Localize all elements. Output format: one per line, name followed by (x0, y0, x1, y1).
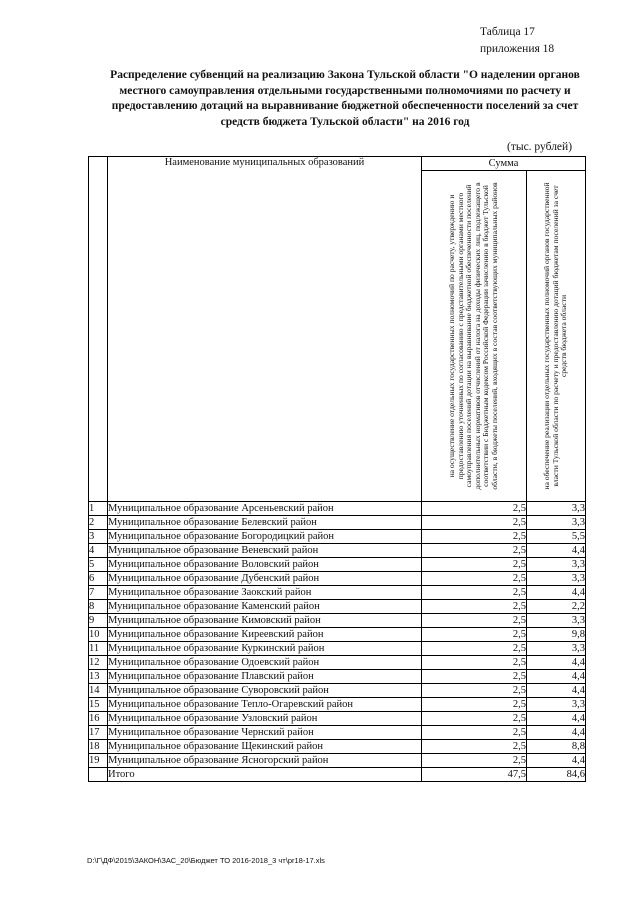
table-number: Таблица 17 (480, 26, 535, 38)
total-value-col1: 47,5 (422, 768, 527, 782)
municipality-name: Муниципальное образование Тепло-Огаревский район (108, 698, 422, 712)
value-col2: 9,8 (527, 628, 586, 642)
table-row (89, 670, 586, 684)
row-number: 12 (89, 656, 108, 670)
file-path-footer: D:\Г\ДФ\2015\ЗАКОН\ЗАС_20\Бюджет ТО 2016-2018_3 чт\pr18-17.xls (87, 856, 325, 865)
table-row (89, 656, 586, 670)
col-name-header: Наименование муниципальных образований (164, 157, 365, 168)
value-col2: 4,4 (527, 586, 586, 600)
municipality-name: Муниципальное образование Белевский район (108, 516, 422, 530)
municipality-name: Муниципальное образование Чернский район (108, 726, 422, 740)
municipality-name: Муниципальное образование Плавский район (108, 670, 422, 684)
municipality-name: Муниципальное образование Куркинский район (108, 642, 422, 656)
value-col1: 2,5 (422, 726, 527, 740)
municipality-name: Муниципальное образование Одоевский район (108, 656, 422, 670)
value-col1: 2,5 (422, 698, 527, 712)
table-row (89, 516, 586, 530)
value-col1: 2,5 (422, 502, 527, 516)
subsidy-table (88, 156, 586, 782)
value-col2: 3,3 (527, 558, 586, 572)
appendix-reference: приложения 18 (480, 43, 555, 55)
header-col1-cell (422, 171, 527, 502)
value-col1: 2,5 (422, 712, 527, 726)
row-number: 16 (89, 712, 108, 726)
value-col2: 4,4 (527, 754, 586, 768)
municipality-name: Муниципальное образование Ясногорский район (108, 754, 422, 768)
header-number-cell (89, 157, 108, 502)
municipality-name: Муниципальное образование Арсеньевский район (108, 502, 422, 516)
value-col2: 3,3 (527, 516, 586, 530)
header-name-cell (108, 157, 422, 502)
row-number: 6 (89, 572, 108, 586)
row-number: 5 (89, 558, 108, 572)
municipality-name: Муниципальное образование Каменский район (108, 600, 422, 614)
value-col2: 4,4 (527, 544, 586, 558)
table-row (89, 502, 586, 516)
row-number: 18 (89, 740, 108, 754)
table-row (89, 572, 586, 586)
value-col1: 2,5 (422, 740, 527, 754)
value-col2: 4,4 (527, 726, 586, 740)
row-number: 4 (89, 544, 108, 558)
value-col1: 2,5 (422, 558, 527, 572)
row-number: 19 (89, 754, 108, 768)
table-row (89, 712, 586, 726)
table-body (89, 502, 586, 768)
municipality-name: Муниципальное образование Богородицкий район (108, 530, 422, 544)
table-row (89, 558, 586, 572)
value-col1: 2,5 (422, 572, 527, 586)
table-row (89, 684, 586, 698)
table-row (89, 586, 586, 600)
municipality-name: Муниципальное образование Дубенский район (108, 572, 422, 586)
row-number: 2 (89, 516, 108, 530)
value-col2: 3,3 (527, 698, 586, 712)
value-col1: 2,5 (422, 544, 527, 558)
table-row (89, 628, 586, 642)
total-number-cell (89, 768, 108, 782)
units-label: (тыс. рублей) (507, 141, 573, 153)
header-sum-cell (422, 157, 586, 171)
municipality-name: Муниципальное образование Воловский район (108, 558, 422, 572)
document-title: Распределение субвенций на реализацию Закона Тульской области "О наделении органов местного самоуправления отдельными государственными полномочиями по расчету и предоставлению дотаций на выравнивание бюджетной обеспеченности поселений за счет средств бюджета Тульской области" на 2016 год (110, 69, 580, 128)
row-number: 13 (89, 670, 108, 684)
value-col1: 2,5 (422, 684, 527, 698)
table-row (89, 614, 586, 628)
table-row (89, 530, 586, 544)
municipality-name: Муниципальное образование Суворовский район (108, 684, 422, 698)
header-row-top (89, 157, 586, 171)
municipality-name: Муниципальное образование Кимовский район (108, 614, 422, 628)
value-col1: 2,5 (422, 628, 527, 642)
value-col2: 3,3 (527, 502, 586, 516)
value-col1: 2,5 (422, 670, 527, 684)
table-row (89, 544, 586, 558)
row-number: 7 (89, 586, 108, 600)
value-col1: 2,5 (422, 516, 527, 530)
row-number: 3 (89, 530, 108, 544)
municipality-name: Муниципальное образование Киреевский район (108, 628, 422, 642)
row-number: 11 (89, 642, 108, 656)
header-col2-cell (527, 171, 586, 502)
municipality-name: Муниципальное образование Узловский район (108, 712, 422, 726)
value-col2: 3,3 (527, 572, 586, 586)
row-number: 1 (89, 502, 108, 516)
total-value-col2: 84,6 (527, 768, 586, 782)
value-col2: 4,4 (527, 712, 586, 726)
value-col1: 2,5 (422, 614, 527, 628)
value-col2: 3,3 (527, 642, 586, 656)
row-number: 9 (89, 614, 108, 628)
col-sum-header: Сумма (488, 158, 519, 169)
row-number: 10 (89, 628, 108, 642)
table-reference (480, 24, 554, 58)
row-number: 17 (89, 726, 108, 740)
value-col1: 2,5 (422, 754, 527, 768)
value-col1: 2,5 (422, 586, 527, 600)
value-col2: 4,4 (527, 656, 586, 670)
value-col2: 2,2 (527, 600, 586, 614)
total-row (89, 768, 586, 782)
value-col1: 2,5 (422, 656, 527, 670)
value-col2: 3,3 (527, 614, 586, 628)
table-row (89, 754, 586, 768)
total-label: Итого (108, 768, 422, 782)
row-number: 8 (89, 600, 108, 614)
value-col2: 8,8 (527, 740, 586, 754)
value-col2: 4,4 (527, 670, 586, 684)
col2-header: на обеспечение реализации отдельных государственных полномочий органов государственной власти Тульской области по расчету и предоставлению дотаций бюджетам поселений за счет средств бюджета области (542, 182, 569, 490)
value-col2: 5,5 (527, 530, 586, 544)
col1-header: на осуществление отдельных государственных полномочий по расчету, утверждению и предоставлению уточненных по согласованию с представительными органами местного самоуправления поселений дотации на выравнивание бюджетной обеспеченности поселений дополнительных нормативов отчислений от налога на доходы физических лиц, подлежащего в соответствии с Бюджетным кодексом Российской Федерации зачислению в бюджет Тульской области, в бюджеты поселений, входящих в состав соответствующих муниципальных районов (447, 182, 500, 490)
table-row (89, 740, 586, 754)
value-col1: 2,5 (422, 642, 527, 656)
row-number: 14 (89, 684, 108, 698)
table-row (89, 726, 586, 740)
municipality-name: Муниципальное образование Заокский район (108, 586, 422, 600)
row-number: 15 (89, 698, 108, 712)
value-col2: 4,4 (527, 684, 586, 698)
table-row (89, 698, 586, 712)
value-col1: 2,5 (422, 530, 527, 544)
municipality-name: Муниципальное образование Веневский район (108, 544, 422, 558)
value-col1: 2,5 (422, 600, 527, 614)
table-row (89, 642, 586, 656)
table-row (89, 600, 586, 614)
municipality-name: Муниципальное образование Щекинский район (108, 740, 422, 754)
